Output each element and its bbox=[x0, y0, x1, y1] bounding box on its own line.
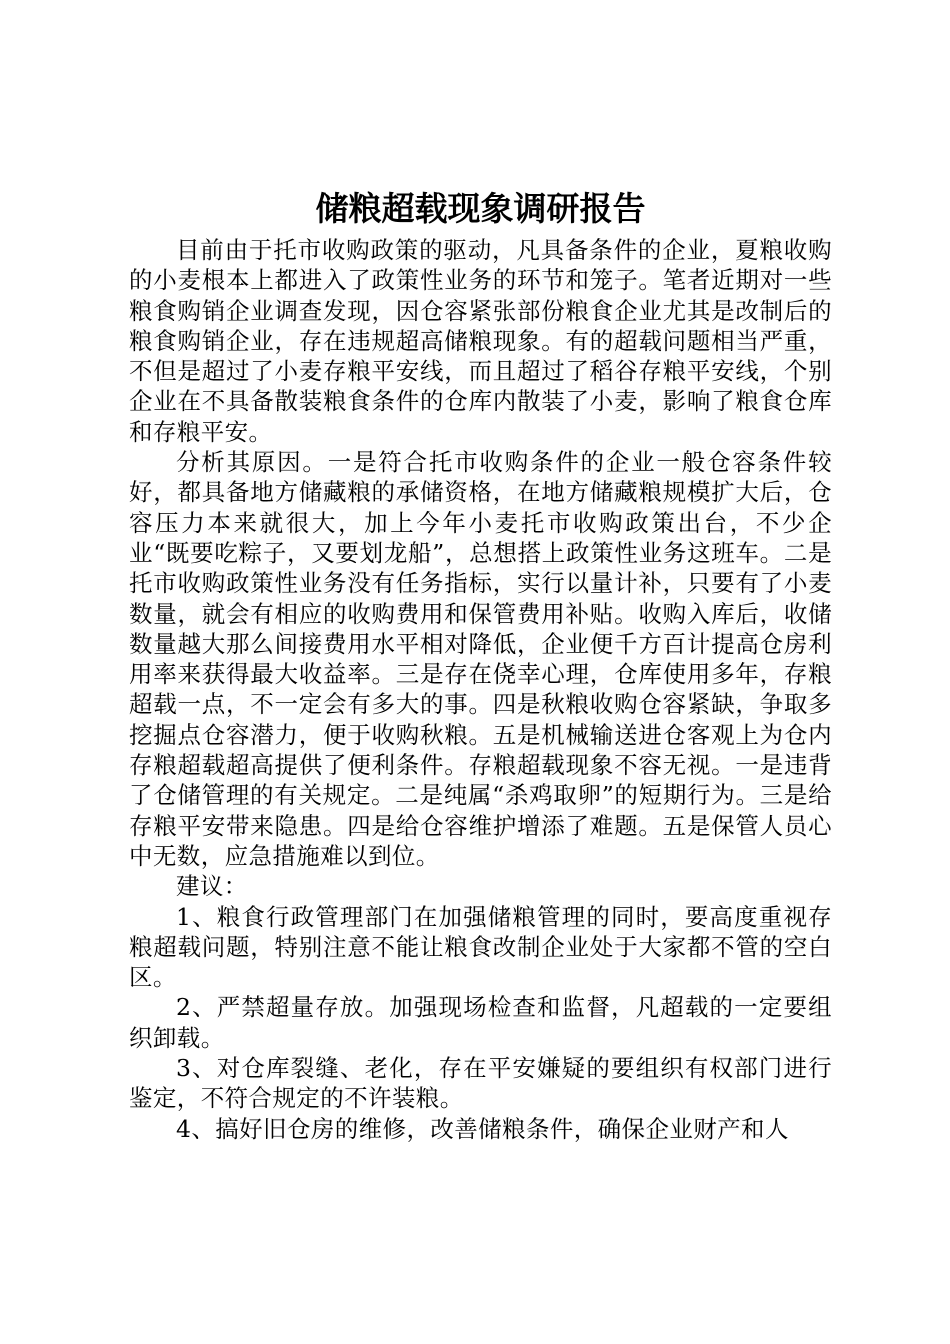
paragraph-suggestions-heading: 建议： bbox=[176, 872, 248, 901]
document-title: 储粮超载现象调研报告 bbox=[315, 189, 646, 228]
paragraph-suggestion-4: 4、搞好旧仓房的维修，改善储粮条件，确保企业财产和人 bbox=[176, 1114, 789, 1143]
document-page bbox=[129, 183, 832, 1144]
paragraph-suggestion-1: 1、粮食行政管理部门在加强储粮管理的同时，要高度重视存粮超载问题，特别注意不能让粮食改制企业处于大家都不管的空白区。 bbox=[129, 902, 832, 992]
paragraph-analysis: 分析其原因。一是符合托市收购条件的企业一般仓容条件较好，都具备地方储藏粮的承储资格，在地方储藏粮规模扩大后，仓容压力本来就很大，加上今年小麦托市收购政策出台，不少企业“既要吃粽子，又要划龙船”，总想搭上政策性业务这班车。二是托市收购政策性业务没有任务指标，实行以量计补，只要有了小麦数量，就会有相应的收购费用和保管费用补贴。收购入库后，收储数量越大那么间接费用水平相对降低，企业便千方百计提高仓房利用率来获得最大收益率。三是存在侥幸心理，仓库使用多年，存粮超载一点，不一定会有多大的事。四是秋粮收购仓容紧缺，争取多挖掘点仓容潜力，便于收购秋粮。五是机械输送进仓客观上为仓内存粮超载超高提供了便利条件。存粮超载现象不容无视。一是违背了仓储管理的有关规定。二是纯属“杀鸡取卵”的短期行为。三是给存粮平安带来隐患。四是给仓容维护增添了难题。五是保管人员心中无数，应急措施难以到位。 bbox=[129, 448, 832, 870]
paragraph-suggestion-2: 2、严禁超量存放。加强现场检查和监督，凡超载的一定要组织卸载。 bbox=[129, 993, 832, 1052]
paragraph-suggestion-3: 3、对仓库裂缝、老化，存在平安嫌疑的要组织有权部门进行鉴定，不符合规定的不许装粮。 bbox=[129, 1054, 832, 1113]
paragraph-intro: 目前由于托市收购政策的驱动，凡具备条件的企业，夏粮收购的小麦根本上都进入了政策性业务的环节和笼子。笔者近期对一些粮食购销企业调查发现，因仓容紧张部份粮食企业尤其是改制后的粮食购销企业，存在违规超高储粮现象。有的超载问题相当严重，不但是超过了小麦存粮平安线，而且超过了稻谷存粮平安线，个别企业在不具备散装粮食条件的仓库内散装了小麦，影响了粮食仓库和存粮平安。 bbox=[129, 236, 832, 446]
